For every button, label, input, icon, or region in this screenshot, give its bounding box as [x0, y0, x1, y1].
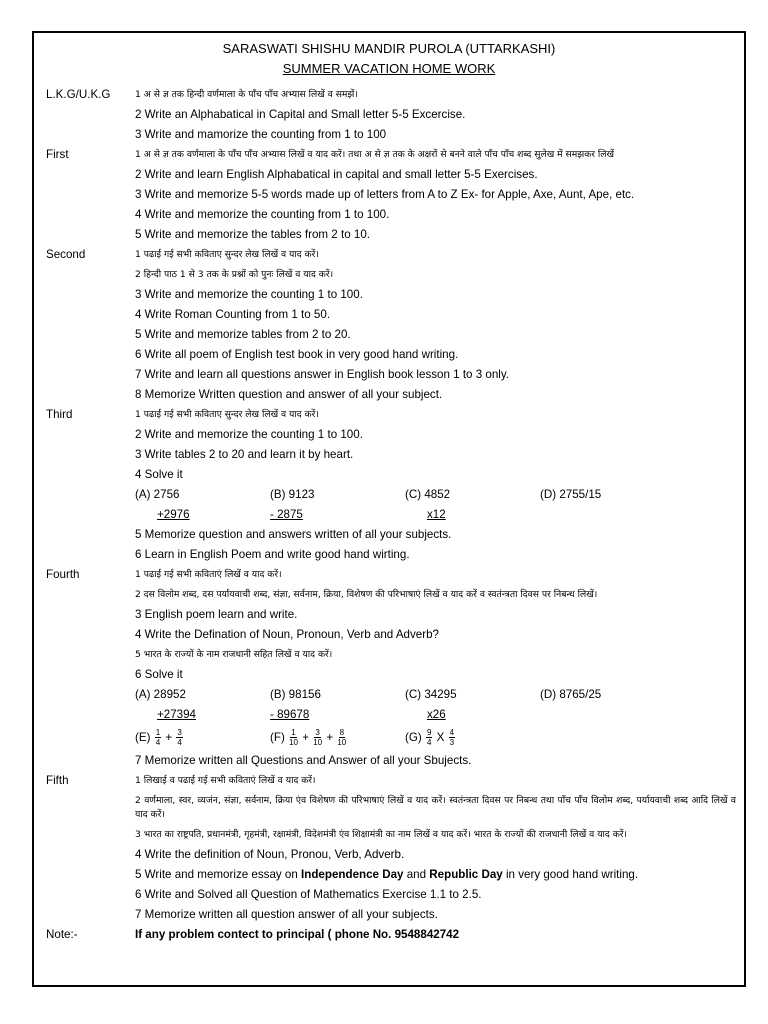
page-title: SUMMER VACATION HOME WORK	[282, 61, 496, 76]
sum-a: (A) 2756	[135, 488, 180, 501]
task-item: 2 वर्णमाला, स्वर, व्यजंन, संज्ञा, सर्वनाम, क्रिया एंव विशेषण की परिभाषाएं लिखें व याद करें। स्वतंन्त्रता दिवस पर निबन्ध तथा पाँच पाँच विलोम शब्द, पर्यायवाची शब्द आदि लिखें व याद करें।	[135, 795, 736, 820]
essay-task: 5 Write and memorize essay on Independence Day and Republic Day in very good hand writing.	[135, 868, 639, 881]
task-item: 7 Memorize written all question answer of all your subjects.	[135, 908, 438, 921]
school-name: SARASWATI SHISHU MANDIR PUROLA (UTTARKASHI)	[222, 41, 556, 56]
task-item: 3 English poem learn and write.	[135, 608, 298, 621]
task-item: 3 Write and memorize 5-5 words made up of letters from A to Z Ex- for Apple, Axe, Aunt, Ape, etc.	[135, 188, 635, 201]
task-item: 1 अ से ज्ञ तक हिन्दी वर्णमाला के पाँच पाँच अभ्यास लिखें व समझें।	[135, 89, 358, 100]
task-item: 5 भारत के राज्यों के नाम राजधानी सहित लिखें व याद करें।	[135, 649, 333, 660]
task-item: 5 Write and memorize the tables from 2 to 10.	[135, 228, 370, 241]
task-item: 6 Solve it	[135, 668, 183, 681]
fraction-g: (G) $\frac{9}{4}$ X $\frac{4}{3}$	[405, 728, 455, 748]
note-row	[46, 925, 736, 945]
fraction-f: (F) $\frac{1}{10}$ + $\frac{3}{10}$ + $\frac{8}{10}$	[270, 728, 347, 748]
sum-a-operand: +27394	[157, 708, 197, 721]
grade-label: First	[46, 148, 69, 161]
grade-label: Second	[46, 248, 86, 261]
grade-fifth	[46, 771, 736, 925]
task-item: 6 Learn in English Poem and write good hand wirting.	[135, 548, 410, 561]
task-item: 3 Write and mamorize the counting from 1 to 100	[135, 128, 387, 141]
sum-a: (A) 28952	[135, 688, 186, 701]
task-item: 4 Write and memorize the counting from 1 to 100.	[135, 208, 390, 221]
task-item: 6 Write and Solved all Question of Mathematics Exercise 1.1 to 2.5.	[135, 888, 482, 901]
sums-row	[135, 685, 736, 705]
task-item: 3 भारत का राष्ट्रपति, प्रधानमंत्री, गृहमंत्री, रक्षामंत्री, विदेशमंत्री एंव शिक्षामंत्री का नाम लिखें व याद करें। भारत के राज्यों की राजधानी लिखें व याद करें।	[135, 829, 628, 840]
task-item: 2 Write and memorize the counting 1 to 100.	[135, 428, 363, 441]
note-label: Note:-	[46, 928, 78, 941]
task-item: 3 Write and memorize the counting 1 to 100.	[135, 288, 363, 301]
task-item: 1 अ से ज्ञ तक वर्णमाला के पाँच पाँच अभ्यास लिखें व याद करें। तथा अ से ज्ञ तक के अक्षरों से बनने वाले पाँच पाँच शब्द सुलेख में समझकर लिखें	[135, 149, 615, 160]
task-item: 8 Memorize Written question and answer of all your subject.	[135, 388, 443, 401]
sum-b: (B) 98156	[270, 688, 321, 701]
sum-d: (D) 2755/15	[540, 488, 602, 501]
sum-b: (B) 9123	[270, 488, 315, 501]
homework-sheet	[32, 31, 746, 987]
task-item: 4 Write the Defination of Noun, Pronoun, Verb and Adverb?	[135, 628, 439, 641]
task-item: 6 Write all poem of English test book in very good hand writing.	[135, 348, 459, 361]
task-item: 4 Solve it	[135, 468, 183, 481]
grade-label: Fourth	[46, 568, 80, 581]
task-item: 1 पढाई गई सभी कविताए सुन्दर लेख लिखें व याद करें।	[135, 409, 319, 420]
task-item: 5 Write and memorize tables from 2 to 20.	[135, 328, 351, 341]
grade-label: L.K.G/U.K.G	[46, 88, 111, 101]
task-item: 2 हिन्दी पाठ 1 से 3 तक के प्रश्नों को पुनः लिखें व याद करें।	[135, 269, 334, 280]
task-item: 5 Memorize question and answers written of all your subjects.	[135, 528, 452, 541]
sums-operand-row	[135, 505, 736, 525]
grade-lkg	[46, 85, 736, 145]
sum-d: (D) 8765/25	[540, 688, 602, 701]
task-item: 1 लिखाई व पढाई गई सभी कविताएं लिखें व याद करें।	[135, 775, 316, 786]
task-item: 7 Write and learn all questions answer in English book lesson 1 to 3 only.	[135, 368, 510, 381]
task-item: 4 Write Roman Counting from 1 to 50.	[135, 308, 331, 321]
note-text: If any problem contect to principal ( phone No. 9548842742	[135, 928, 460, 941]
task-item: 7 Memorize written all Questions and Answer of all your Sbujects.	[135, 754, 472, 767]
sums-row	[135, 485, 736, 505]
sum-b-operand: - 2875	[270, 508, 303, 521]
sum-c: (C) 34295	[405, 688, 457, 701]
task-item: 3 Write tables 2 to 20 and learn it by heart.	[135, 448, 354, 461]
task-item: 2 दस विलोम शब्द, दस पर्यायवाची शब्द, संज्ञा, सर्वनाम, क्रिया, विशेषण की परिभाषाएं लिखें व याद करें व स्वतंन्त्रता दिवस पर निबन्ध लिखें।	[135, 589, 598, 600]
fraction-row	[135, 725, 736, 751]
sums-operand-row	[135, 705, 736, 725]
sum-b-operand: - 89678	[270, 708, 310, 721]
grade-label: Third	[46, 408, 73, 421]
grade-third	[46, 405, 736, 565]
independence-day: Independence Day	[301, 868, 404, 881]
sum-c-operand: x26	[427, 708, 446, 721]
grade-first	[46, 145, 736, 245]
task-item: 1 पढाई गई सभी कविताएं लिखें व याद करें।	[135, 569, 282, 580]
grade-label: Fifth	[46, 774, 69, 787]
sum-c-operand: x12	[427, 508, 446, 521]
republic-day: Republic Day	[429, 868, 503, 881]
grade-second	[46, 245, 736, 405]
grade-fourth	[46, 565, 736, 771]
task-item: 4 Write the definition of Noun, Pronou, Verb, Adverb.	[135, 848, 405, 861]
task-item: 2 Write and learn English Alphabatical in capital and small letter 5-5 Exercises.	[135, 168, 538, 181]
fraction-e: (E) $\frac{1}{4}$ + $\frac{3}{4}$	[135, 728, 182, 748]
sum-c: (C) 4852	[405, 488, 451, 501]
task-item: 2 Write an Alphabatical in Capital and Small letter 5-5 Excercise.	[135, 108, 466, 121]
task-item: 1 पढाई गई सभी कविताए सुन्दर लेख लिखें व याद करें।	[135, 249, 319, 260]
content	[46, 85, 736, 945]
header	[34, 39, 744, 79]
sum-a-operand: +2976	[157, 508, 190, 521]
